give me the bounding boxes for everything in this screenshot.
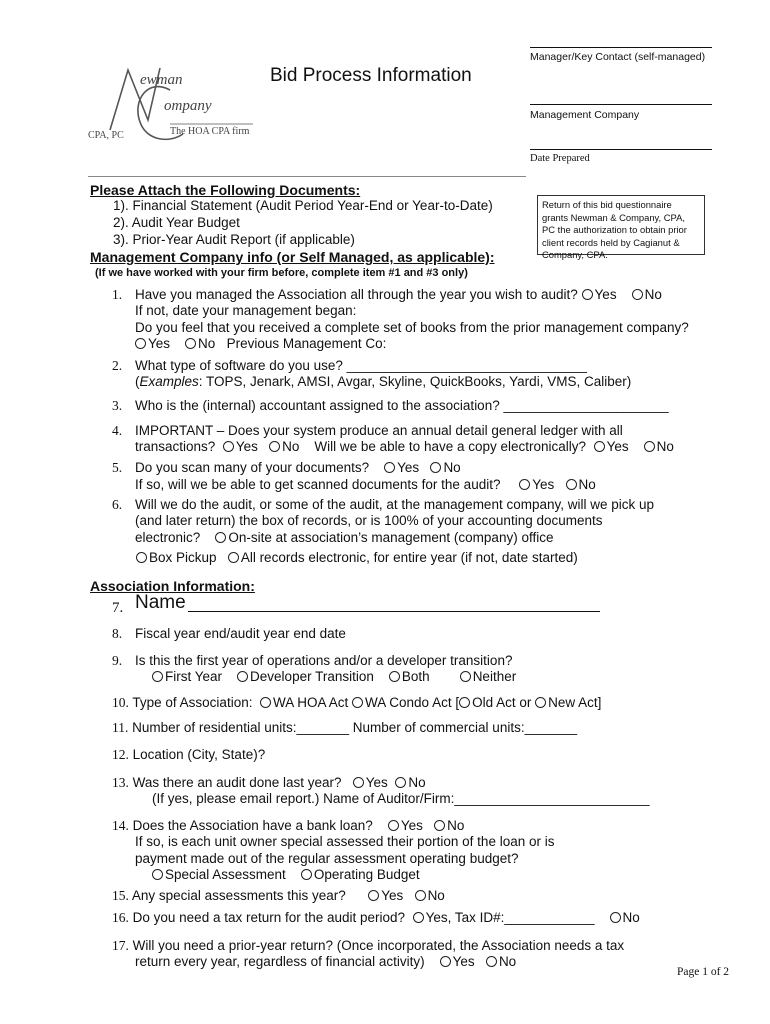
- q10-new-act-radio[interactable]: [535, 697, 546, 708]
- q2-text: What type of software do you use? ________________________________: [135, 358, 587, 373]
- q16-text: [112, 910, 640, 927]
- q1b-no-label: No: [198, 336, 216, 351]
- q6-electronic-label: electronic?: [135, 530, 201, 545]
- q9-both-radio[interactable]: [389, 671, 400, 682]
- q13-line2: (If yes, please email report.) Name of Auditor/Firm:__________________________: [152, 791, 650, 806]
- q17-question: Will you need a prior-year return? (Once incorporated, the Association needs a tax: [132, 938, 625, 953]
- q4-text: IMPORTANT – Does your system produce an annual detail general ledger with all: [135, 423, 623, 438]
- attach-item-3: 3). Prior-Year Audit Report (if applicable): [113, 232, 355, 247]
- logo-newman-text: ewman: [140, 72, 183, 88]
- q4b-yes-label: Yes: [606, 439, 629, 454]
- q6-onsite-radio[interactable]: [215, 532, 226, 543]
- authorization-note-box: [537, 195, 705, 260]
- header-field-line-1[interactable]: [530, 47, 712, 48]
- q4b-yes-radio[interactable]: [594, 441, 605, 452]
- q17-number: 17.: [112, 938, 129, 953]
- q16-yes-radio[interactable]: [413, 912, 424, 923]
- q9-neither-radio[interactable]: [460, 671, 471, 682]
- q14-special-assessment-radio[interactable]: [152, 869, 163, 880]
- q16-yes-label: Yes, Tax ID#:____________: [425, 910, 595, 925]
- q10-text: [112, 695, 601, 712]
- q2-number: 2.: [112, 358, 123, 373]
- mgmt-heading: Management Company info (or Self Managed, as applicable):: [90, 249, 495, 265]
- q13-no-label: No: [408, 775, 426, 790]
- q2-examples: (Examples: TOPS, Jenark, AMSI, Avgar, Skyline, QuickBooks, Yardi, VMS, Caliber): [135, 374, 632, 389]
- q15-yes-label: Yes: [381, 888, 404, 903]
- q1b-yes-label: Yes: [148, 336, 171, 351]
- q4-yes-label: Yes: [235, 439, 258, 454]
- q10-old-act-radio[interactable]: [459, 697, 470, 708]
- q11-number: 11.: [112, 720, 129, 735]
- q7-name-field[interactable]: [188, 611, 600, 612]
- q9-options: [152, 669, 516, 686]
- q14-number: 14.: [112, 818, 129, 833]
- manager-contact-label: Manager/Key Contact (self-managed): [530, 51, 706, 63]
- q2-examples-list: : TOPS, Jenark, AMSI, Avgar, Skyline, QuickBooks, Yardi, VMS, Caliber: [198, 374, 627, 389]
- q13-yes-radio[interactable]: [353, 777, 364, 788]
- q6-all-electronic-radio[interactable]: [228, 552, 239, 563]
- header-divider: [88, 176, 526, 177]
- q5b-no-radio[interactable]: [566, 479, 577, 490]
- q10-new-act-label: New Act]: [548, 695, 602, 710]
- q6-number: 6.: [112, 497, 123, 512]
- q9-both-label: Both: [401, 669, 430, 684]
- logo-company-text: ompany: [164, 98, 212, 114]
- q14-special-assessment-label: Special Assessment: [165, 867, 286, 882]
- company-logo: [88, 60, 258, 150]
- q15-no-label: No: [427, 888, 445, 903]
- q11-text: [112, 720, 577, 737]
- q1b-no-radio[interactable]: [185, 338, 196, 349]
- q4b-no-radio[interactable]: [644, 441, 655, 452]
- q1-previous-mgmt-label: Previous Management Co:: [226, 336, 387, 351]
- q9-developer-transition-label: Developer Transition: [250, 669, 374, 684]
- q5-no-radio[interactable]: [430, 462, 441, 473]
- q14-question: Does the Association have a bank loan?: [132, 818, 373, 833]
- q5-yes-radio[interactable]: [384, 462, 395, 473]
- q6-all-electronic-label: All records electronic, for entire year (if not, date started): [240, 550, 578, 565]
- management-company-label: Management Company: [530, 109, 640, 121]
- q9-neither-label: Neither: [472, 669, 517, 684]
- q16-question: Do you need a tax return for the audit period?: [132, 910, 406, 925]
- q1-line4: [135, 336, 386, 353]
- q6-onsite-label: On-site at association’s management (company) office: [228, 530, 554, 545]
- q4-line2: [135, 439, 674, 456]
- q15-no-radio[interactable]: [415, 890, 426, 901]
- q17-no-radio[interactable]: [486, 956, 497, 967]
- q7-number: 7.: [112, 600, 124, 616]
- q10-condo-act-radio[interactable]: [352, 697, 363, 708]
- q4-no-radio[interactable]: [269, 441, 280, 452]
- q16-no-radio[interactable]: [610, 912, 621, 923]
- q17-no-label: No: [498, 954, 517, 969]
- q5-yes-label: Yes: [397, 460, 420, 475]
- q9-first-year-label: First Year: [165, 669, 223, 684]
- q5-text: [135, 460, 461, 477]
- q1-text: [135, 287, 662, 304]
- q4-yes-radio[interactable]: [223, 441, 234, 452]
- q5-no-label: No: [443, 460, 461, 475]
- q6-box-pickup-label: Box Pickup: [149, 550, 217, 565]
- q14-options: [152, 867, 420, 884]
- q10-condo-act-label: WA Condo Act [: [365, 695, 460, 710]
- logo-tagline-text: The HOA CPA firm: [170, 126, 250, 137]
- q6-line3: [135, 530, 553, 547]
- q4b-no-label: No: [656, 439, 674, 454]
- q14-yes-radio[interactable]: [388, 820, 399, 831]
- page-title: Bid Process Information: [270, 65, 472, 86]
- q12-text: [112, 747, 265, 764]
- q16-no-label: No: [622, 910, 640, 925]
- q12-number: 12.: [112, 747, 129, 762]
- q1-yes-radio[interactable]: [582, 289, 593, 300]
- q17-yes-radio[interactable]: [440, 956, 451, 967]
- attach-item-1: 1). Financial Statement (Audit Period Year-End or Year-to-Date): [113, 198, 493, 213]
- association-heading: Association Information:: [90, 578, 255, 594]
- q10-old-act-label: Old Act or: [472, 695, 532, 710]
- q15-question: Any special assessments this year?: [131, 888, 346, 903]
- q1-no-radio[interactable]: [632, 289, 643, 300]
- q10-question: Type of Association:: [132, 695, 253, 710]
- q15-text: [112, 888, 445, 905]
- q8-number: 8.: [112, 626, 123, 641]
- q10-hoa-act-label: WA HOA Act: [272, 695, 349, 710]
- q14-line2: If so, is each unit owner special assessed their portion of the loan or is: [135, 834, 555, 849]
- header-field-line-2[interactable]: [530, 104, 712, 105]
- q4-transactions-label: transactions?: [135, 439, 216, 454]
- q2-examples-label: Examples: [139, 374, 199, 389]
- logo-cpa-text: CPA, PC: [88, 130, 124, 141]
- attach-item-2: 2). Audit Year Budget: [113, 215, 240, 230]
- authorization-note-text: Return of this bid questionnaire grants Newman & Company, CPA, PC the authorization to obtain prior client records held by Cagianut & Company, CPA.: [542, 199, 687, 260]
- q8-text: Fiscal year end/audit year end date: [135, 626, 346, 641]
- q1-number: 1.: [112, 287, 123, 302]
- q3-text: Who is the (internal) accountant assigned to the association? ______________________: [135, 398, 669, 413]
- q16-number: 16.: [112, 910, 129, 925]
- q17-line2: [135, 954, 516, 971]
- q5-scanned-question: If so, will we be able to get scanned documents for the audit?: [135, 477, 501, 492]
- q1-no-label: No: [644, 287, 662, 302]
- q13-yes-label: Yes: [365, 775, 388, 790]
- q14-line3: payment made out of the regular assessment operating budget?: [135, 851, 519, 866]
- q14-operating-budget-label: Operating Budget: [313, 867, 420, 882]
- q1-yes-label: Yes: [594, 287, 617, 302]
- q6-line2: (and later return) the box of records, or is 100% of your accounting documents: [135, 513, 603, 528]
- q5b-yes-label: Yes: [532, 477, 555, 492]
- q14-yes-label: Yes: [400, 818, 423, 833]
- q9-text: Is this the first year of operations and/or a developer transition?: [135, 653, 513, 668]
- q6-box-pickup-radio[interactable]: [136, 552, 147, 563]
- q5-question: Do you scan many of your documents?: [135, 460, 370, 475]
- q14-no-radio[interactable]: [434, 820, 445, 831]
- page-number: Page 1 of 2: [677, 966, 730, 978]
- q4-number: 4.: [112, 423, 123, 438]
- attach-heading: Please Attach the Following Documents:: [90, 182, 361, 198]
- q5-number: 5.: [112, 460, 123, 475]
- q17-question-cont: return every year, regardless of financial activity): [135, 954, 425, 969]
- q3-number: 3.: [112, 398, 123, 413]
- mgmt-subheading: (If we have worked with your firm before, complete item #1 and #3 only): [95, 267, 468, 279]
- q10-hoa-act-radio[interactable]: [260, 697, 271, 708]
- q14-operating-budget-radio[interactable]: [301, 869, 312, 880]
- q4-electronic-question: Will we be able to have a copy electronically?: [314, 439, 587, 454]
- q9-number: 9.: [112, 653, 123, 668]
- q5b-no-label: No: [578, 477, 596, 492]
- q17-text: [112, 938, 624, 955]
- q13-no-radio[interactable]: [395, 777, 406, 788]
- q5-line2: [135, 477, 596, 494]
- date-prepared-label: Date Prepared: [530, 153, 590, 164]
- q13-question: Was there an audit done last year?: [132, 775, 342, 790]
- q6-line4: [136, 550, 578, 567]
- q17-yes-label: Yes: [452, 954, 475, 969]
- q1-line2: If not, date your management began:: [135, 303, 357, 318]
- q1b-yes-radio[interactable]: [135, 338, 146, 349]
- q14-no-label: No: [447, 818, 465, 833]
- q4-no-label: No: [282, 439, 300, 454]
- q7-name-label: Name: [135, 592, 186, 613]
- q6-text: Will we do the audit, or some of the audit, at the management company, will we pick up: [135, 497, 655, 512]
- q13-text: [112, 775, 426, 792]
- header-field-line-3[interactable]: [530, 149, 712, 150]
- q1-question: Have you managed the Association all through the year you wish to audit?: [135, 287, 578, 302]
- q9-developer-transition-radio[interactable]: [237, 671, 248, 682]
- q15-yes-radio[interactable]: [368, 890, 379, 901]
- q13-number: 13.: [112, 775, 129, 790]
- q14-text: [112, 818, 464, 835]
- q12-question: Location (City, State)?: [132, 747, 266, 762]
- q11-question: Number of residential units:_______ Number of commercial units:_______: [132, 720, 578, 735]
- q5b-yes-radio[interactable]: [519, 479, 530, 490]
- q15-number: 15.: [112, 888, 129, 903]
- q1-line3: Do you feel that you received a complete set of books from the prior management company?: [135, 320, 689, 335]
- q9-first-year-radio[interactable]: [152, 671, 163, 682]
- q10-number: 10.: [112, 695, 129, 710]
